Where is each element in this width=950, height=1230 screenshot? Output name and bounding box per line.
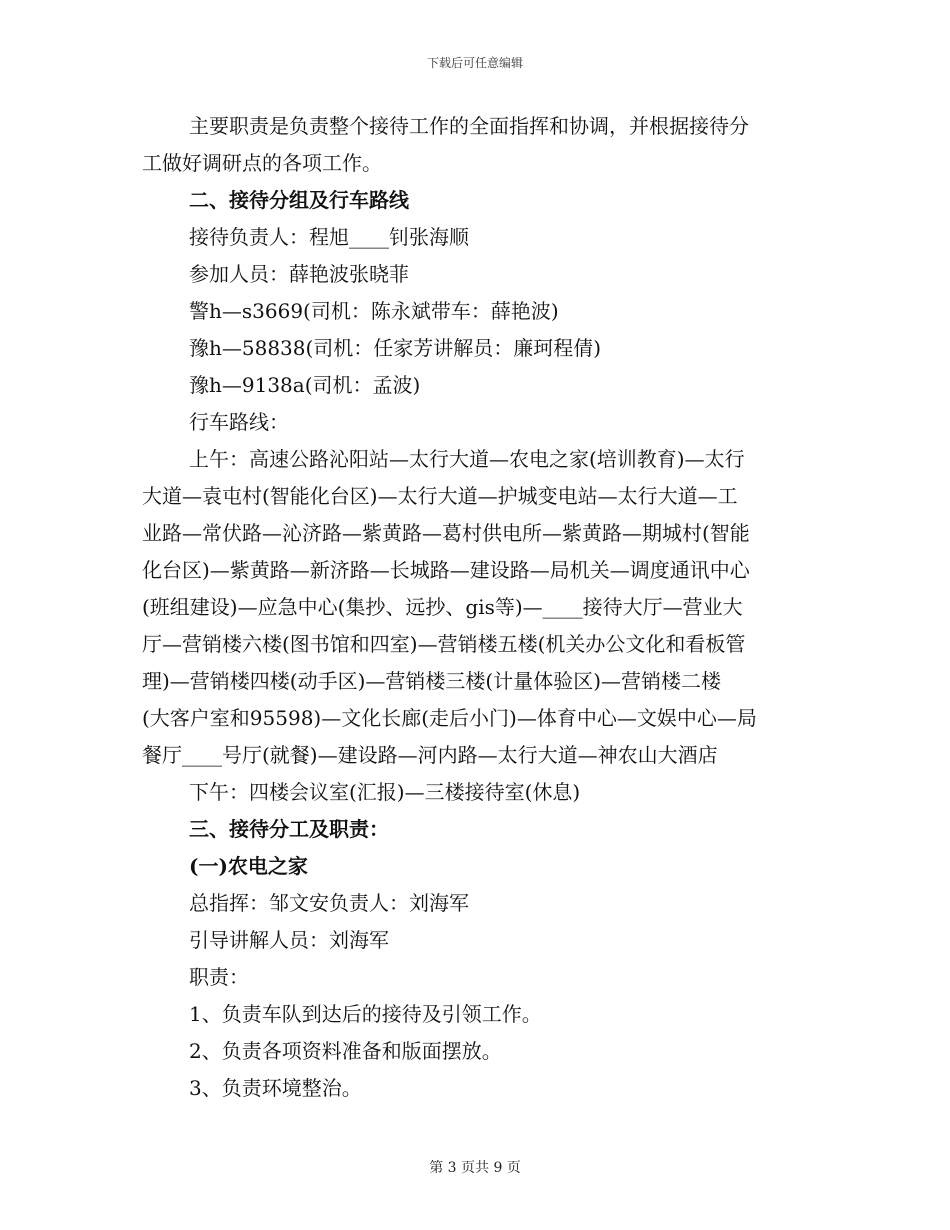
body-text-line: 主要职责是负责整个接待工作的全面指挥和协调，并根据接待分 [189, 114, 749, 138]
body-text-line: 豫h—9138a(司机：孟波) [189, 373, 421, 397]
body-text-line: 行车路线： [189, 410, 289, 434]
body-text-line: (大客户室和95598)—文化长廊(走后小门)—体育中心—文娱中心—局 [142, 706, 757, 730]
body-text-line: 3、负责环境整治。 [189, 1076, 362, 1100]
page-number-footer: 第 3 页共 9 页 [429, 1160, 521, 1176]
body-text-line: 总指挥：邹文安负责人：刘海军 [189, 891, 469, 915]
body-text-line: 化台区)—紫黄路—新济路—长城路—建设路—局机关—调度通讯中心 [142, 558, 750, 582]
body-text-line: 1、负责车队到达后的接待及引领工作。 [189, 1002, 542, 1026]
body-text-line: 职责： [189, 965, 249, 989]
body-text-line: 业路—常伏路—沁济路—紫黄路—葛村供电所—紫黄路—期城村(智能 [142, 521, 750, 545]
body-text-line: (班组建设)—应急中心(集抄、远抄、gis等)—____接待大厅—营业大 [142, 595, 743, 619]
document-body [142, 108, 812, 1107]
body-text-line: 厅—营销楼六楼(图书馆和四室)—营销楼五楼(机关办公文化和看板管 [142, 632, 746, 656]
body-text-line: 工做好调研点的各项工作。 [142, 151, 382, 175]
body-text-line: 上午：高速公路沁阳站—太行大道—农电之家(培训教育)—太行 [189, 447, 745, 471]
page-header-note: 下载后可任意编辑 [426, 56, 523, 70]
section-heading-line: 三、接待分工及职责： [189, 817, 389, 841]
section-heading-line: (一)农电之家 [189, 854, 308, 878]
body-text-line: 引导讲解人员：刘海军 [189, 928, 389, 952]
body-text-line: 下午：四楼会议室(汇报)—三楼接待室(休息) [189, 780, 581, 804]
body-text-line: 警h—s3669(司机：陈永斌带车：薛艳波) [189, 299, 559, 323]
body-text-line: 理)—营销楼四楼(动手区)—营销楼三楼(计量体验区)—营销楼二楼 [142, 669, 722, 693]
section-heading-line: 二、接待分组及行车路线 [189, 188, 409, 212]
body-text-line: 2、负责各项资料准备和版面摆放。 [189, 1039, 502, 1063]
body-text-line: 豫h—58838(司机：任家芳讲解员：廉珂程倩) [189, 336, 602, 360]
body-text-line: 接待负责人：程旭____钊张海顺 [189, 225, 469, 249]
body-text-line: 参加人员：薛艳波张晓菲 [189, 262, 409, 286]
body-text-line: 大道—袁屯村(智能化台区)—太行大道—护城变电站—太行大道—工 [142, 484, 738, 508]
body-text-line: 餐厅____号厅(就餐)—建设路—河内路—太行大道—神农山大酒店 [142, 743, 718, 767]
